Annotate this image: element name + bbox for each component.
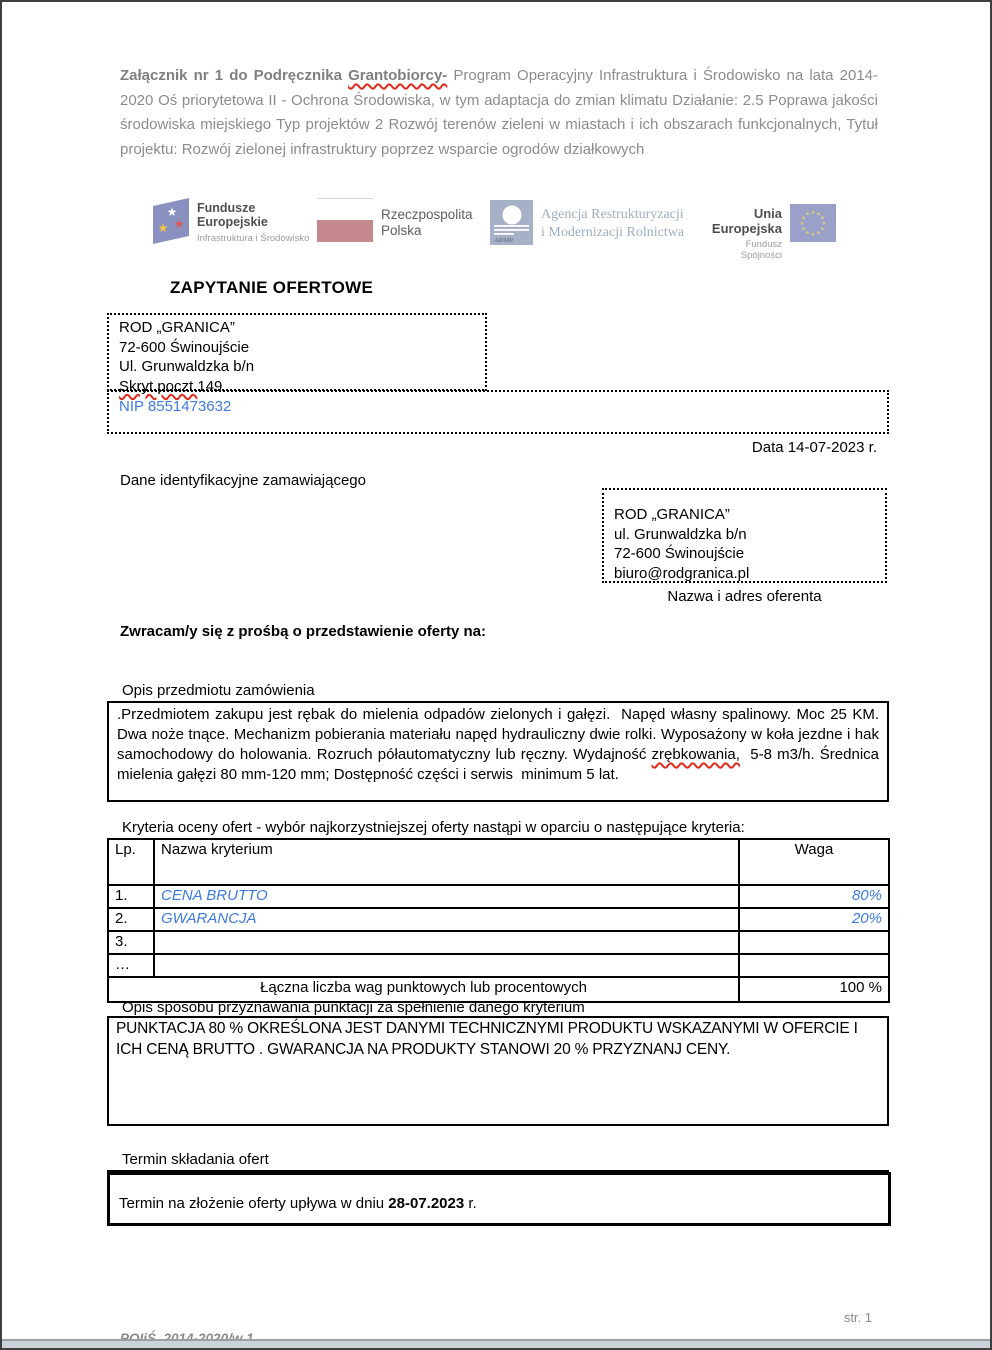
header-note — [120, 64, 878, 162]
criteria-row-name: CENA BRUTTO — [154, 885, 739, 908]
deadline-heading: Termin składania ofert — [107, 1151, 889, 1172]
criteria-header-name: Nazwa kryterium — [154, 839, 739, 885]
svg-text:★: ★ — [805, 211, 810, 218]
header-note-misspelled-word: Grantobiorcy- — [348, 67, 448, 84]
eu-subtitle: Fundusz Spójności — [740, 239, 782, 261]
svg-text:★: ★ — [799, 221, 805, 227]
page-title: ZAPYTANIE OFERTOWE — [170, 278, 374, 297]
deadline-box — [107, 1172, 891, 1226]
criteria-row-name: GWARANCJA — [154, 908, 739, 931]
criteria-header-weight: Waga — [739, 839, 889, 885]
page-bottom-edge — [2, 1339, 990, 1348]
arimr-name-line2: i Modernizacji Rolnictwa — [541, 225, 685, 240]
svg-text:★: ★ — [805, 230, 810, 237]
buyer-po-box-misspelled: Skryt.poczt. — [119, 377, 198, 395]
table-row — [108, 954, 889, 977]
date-line: Data 14-07-2023 r. — [751, 439, 877, 456]
criteria-header-row — [108, 839, 889, 885]
page-number: str. 1 — [843, 1310, 872, 1325]
eu-flag-icon — [790, 204, 836, 242]
svg-text:★: ★ — [816, 211, 821, 218]
criteria-total-value: 100 % — [739, 977, 889, 1002]
poland-flag-icon — [317, 198, 373, 242]
criteria-header-lp: Lp. — [108, 839, 154, 885]
logo-unia-europejska — [702, 204, 836, 261]
table-row — [108, 931, 889, 954]
fe-flag-icon — [152, 197, 190, 245]
subject-box — [107, 701, 889, 802]
svg-text:★: ★ — [820, 226, 825, 233]
svg-text:★: ★ — [820, 215, 825, 222]
table-row — [108, 885, 889, 908]
buyer-section-label: Dane identyfikacyjne zamawiającego — [120, 472, 366, 489]
svg-text:★: ★ — [157, 221, 169, 235]
buyer-po-box-number: 149 — [197, 377, 223, 395]
fe-name-line2: Europejskie — [197, 215, 268, 229]
offerer-postcode-city: 72-600 Świnoujście — [614, 545, 745, 562]
criteria-total-label: Łączna liczba wag punktowych lub procentowych — [108, 977, 739, 1002]
buyer-address-box — [107, 313, 487, 395]
criteria-row-lp: 3. — [108, 931, 154, 954]
svg-text:★: ★ — [810, 232, 816, 238]
fe-name-line1: Fundusze — [197, 201, 256, 215]
subject-label: Opis przedmiotu zamówienia — [122, 682, 315, 699]
criteria-row-weight — [739, 931, 889, 954]
criteria-row-weight: 80% — [739, 885, 889, 908]
buyer-street: Ul. Grunwaldzka b/n — [119, 358, 255, 375]
criteria-row-weight — [739, 954, 889, 977]
criteria-row-lp: 2. — [108, 908, 154, 931]
deadline-text-before: Termin na złożenie oferty upływa w dniu — [119, 1195, 389, 1212]
criteria-row-name — [154, 931, 739, 954]
arimr-name-line1: Agencja Restrukturyzacji — [541, 207, 684, 222]
buyer-postcode-city: 72-600 Świnoujście — [119, 338, 250, 356]
criteria-row-weight: 20% — [739, 908, 889, 931]
scoring-box — [107, 1016, 889, 1126]
offerer-caption: Nazwa i adres oferenta — [667, 588, 822, 605]
table-row — [108, 908, 889, 931]
svg-text:★: ★ — [173, 217, 185, 231]
criteria-row-lp: … — [108, 954, 154, 977]
header-note-body: Program Operacyjny Infrastruktura i Środowisko na lata 2014-2020 Oś priorytetowa II - Ochrona Środowiska, w tym adaptacja do zmian klimatu Działanie: 2.5 Poprawa jakości środowiska miejskiego Typ projektów 2 Rozwój terenów zieleni w miastach i ich obszarach funkcjonalnych, Tytuł projektu: Rozwój zielonej infrastruktury poprzez wsparcie ogrodów działkowych — [120, 67, 878, 158]
nip-box — [107, 390, 889, 434]
criteria-row-name — [154, 954, 739, 977]
svg-text:★: ★ — [816, 230, 821, 237]
offerer-address-box — [602, 488, 887, 583]
logo-rzeczpospolita-polska — [317, 198, 473, 242]
fe-subtitle: Infrastruktura i Środowisko — [197, 233, 310, 244]
svg-text:ARiMR: ARiMR — [494, 237, 514, 244]
svg-text:★: ★ — [810, 210, 816, 216]
criteria-caption: Kryteria oceny ofert - wybór najkorzystniejszej oferty nastąpi w oparciu o następujące kryteria: — [122, 819, 745, 836]
pl-name-line2: Polska — [381, 223, 422, 238]
svg-text:★: ★ — [821, 221, 827, 227]
nip-value: NIP 8551473632 — [119, 398, 232, 415]
pl-name-line1: Rzeczpospolita — [381, 207, 473, 222]
eu-name: Unia Europejska — [711, 206, 782, 236]
deadline-date: 28-07.2023 — [388, 1195, 465, 1212]
offerer-street: ul. Grunwaldzka b/n — [614, 525, 747, 543]
logo-arimr — [490, 200, 684, 245]
subject-text-after: 5-8 m3/h. Średnica mielenia gałęzi 80 mm-120 mm; Dostępność części i serwis minimum 5 lat. — [117, 746, 884, 783]
svg-text:★: ★ — [801, 215, 806, 222]
offerer-email: biuro@rodgranica.pl — [614, 564, 750, 582]
buyer-name: ROD „GRANICA” — [119, 319, 235, 336]
criteria-row-lp: 1. — [108, 885, 154, 908]
deadline-text-after: r. — [464, 1195, 477, 1212]
svg-text:★: ★ — [801, 226, 806, 233]
criteria-table — [107, 838, 890, 1003]
scoring-text: PUNKTACJA 80 % OKREŚLONA JEST DANYMI TECHNICZNYMI PRODUKTU WSKAZANYMI W OFERCIE I ICH CENĄ BRUTTO . GWARANCJA NA PRODUKTY STANOWI 20 % PRZYZNANJ CENY. — [116, 1020, 862, 1058]
subject-misspelled-word: zrębkowania, — [651, 746, 740, 763]
logo-fundusze-europejskie — [152, 197, 309, 245]
header-note-bold: Załącznik nr 1 do Podręcznika — [120, 67, 342, 84]
subject-text-before: .Przedmiotem zakupu jest rębak do mielenia odpadów zielonych i gałęzi. Napęd własny spalinowy. Moc 25 KM. Dwa noże tnące. Mechanizm pobierania materiału napęd hydrauliczny dwie rolki. Wyposażony w koła jezdne i hak samochodowy do holowania. Rozruch półautomatyczny lub ręczny. Wydajność — [117, 706, 884, 763]
request-line: Zwracam/y się z prośbą o przedstawienie oferty na: — [120, 623, 486, 640]
scoring-label: Opis sposobu przyznawania punktacji za spełnienie danego kryterium — [122, 999, 585, 1016]
svg-text:★: ★ — [166, 205, 178, 219]
offerer-name: ROD „GRANICA” — [614, 506, 730, 523]
arimr-icon — [490, 200, 533, 245]
